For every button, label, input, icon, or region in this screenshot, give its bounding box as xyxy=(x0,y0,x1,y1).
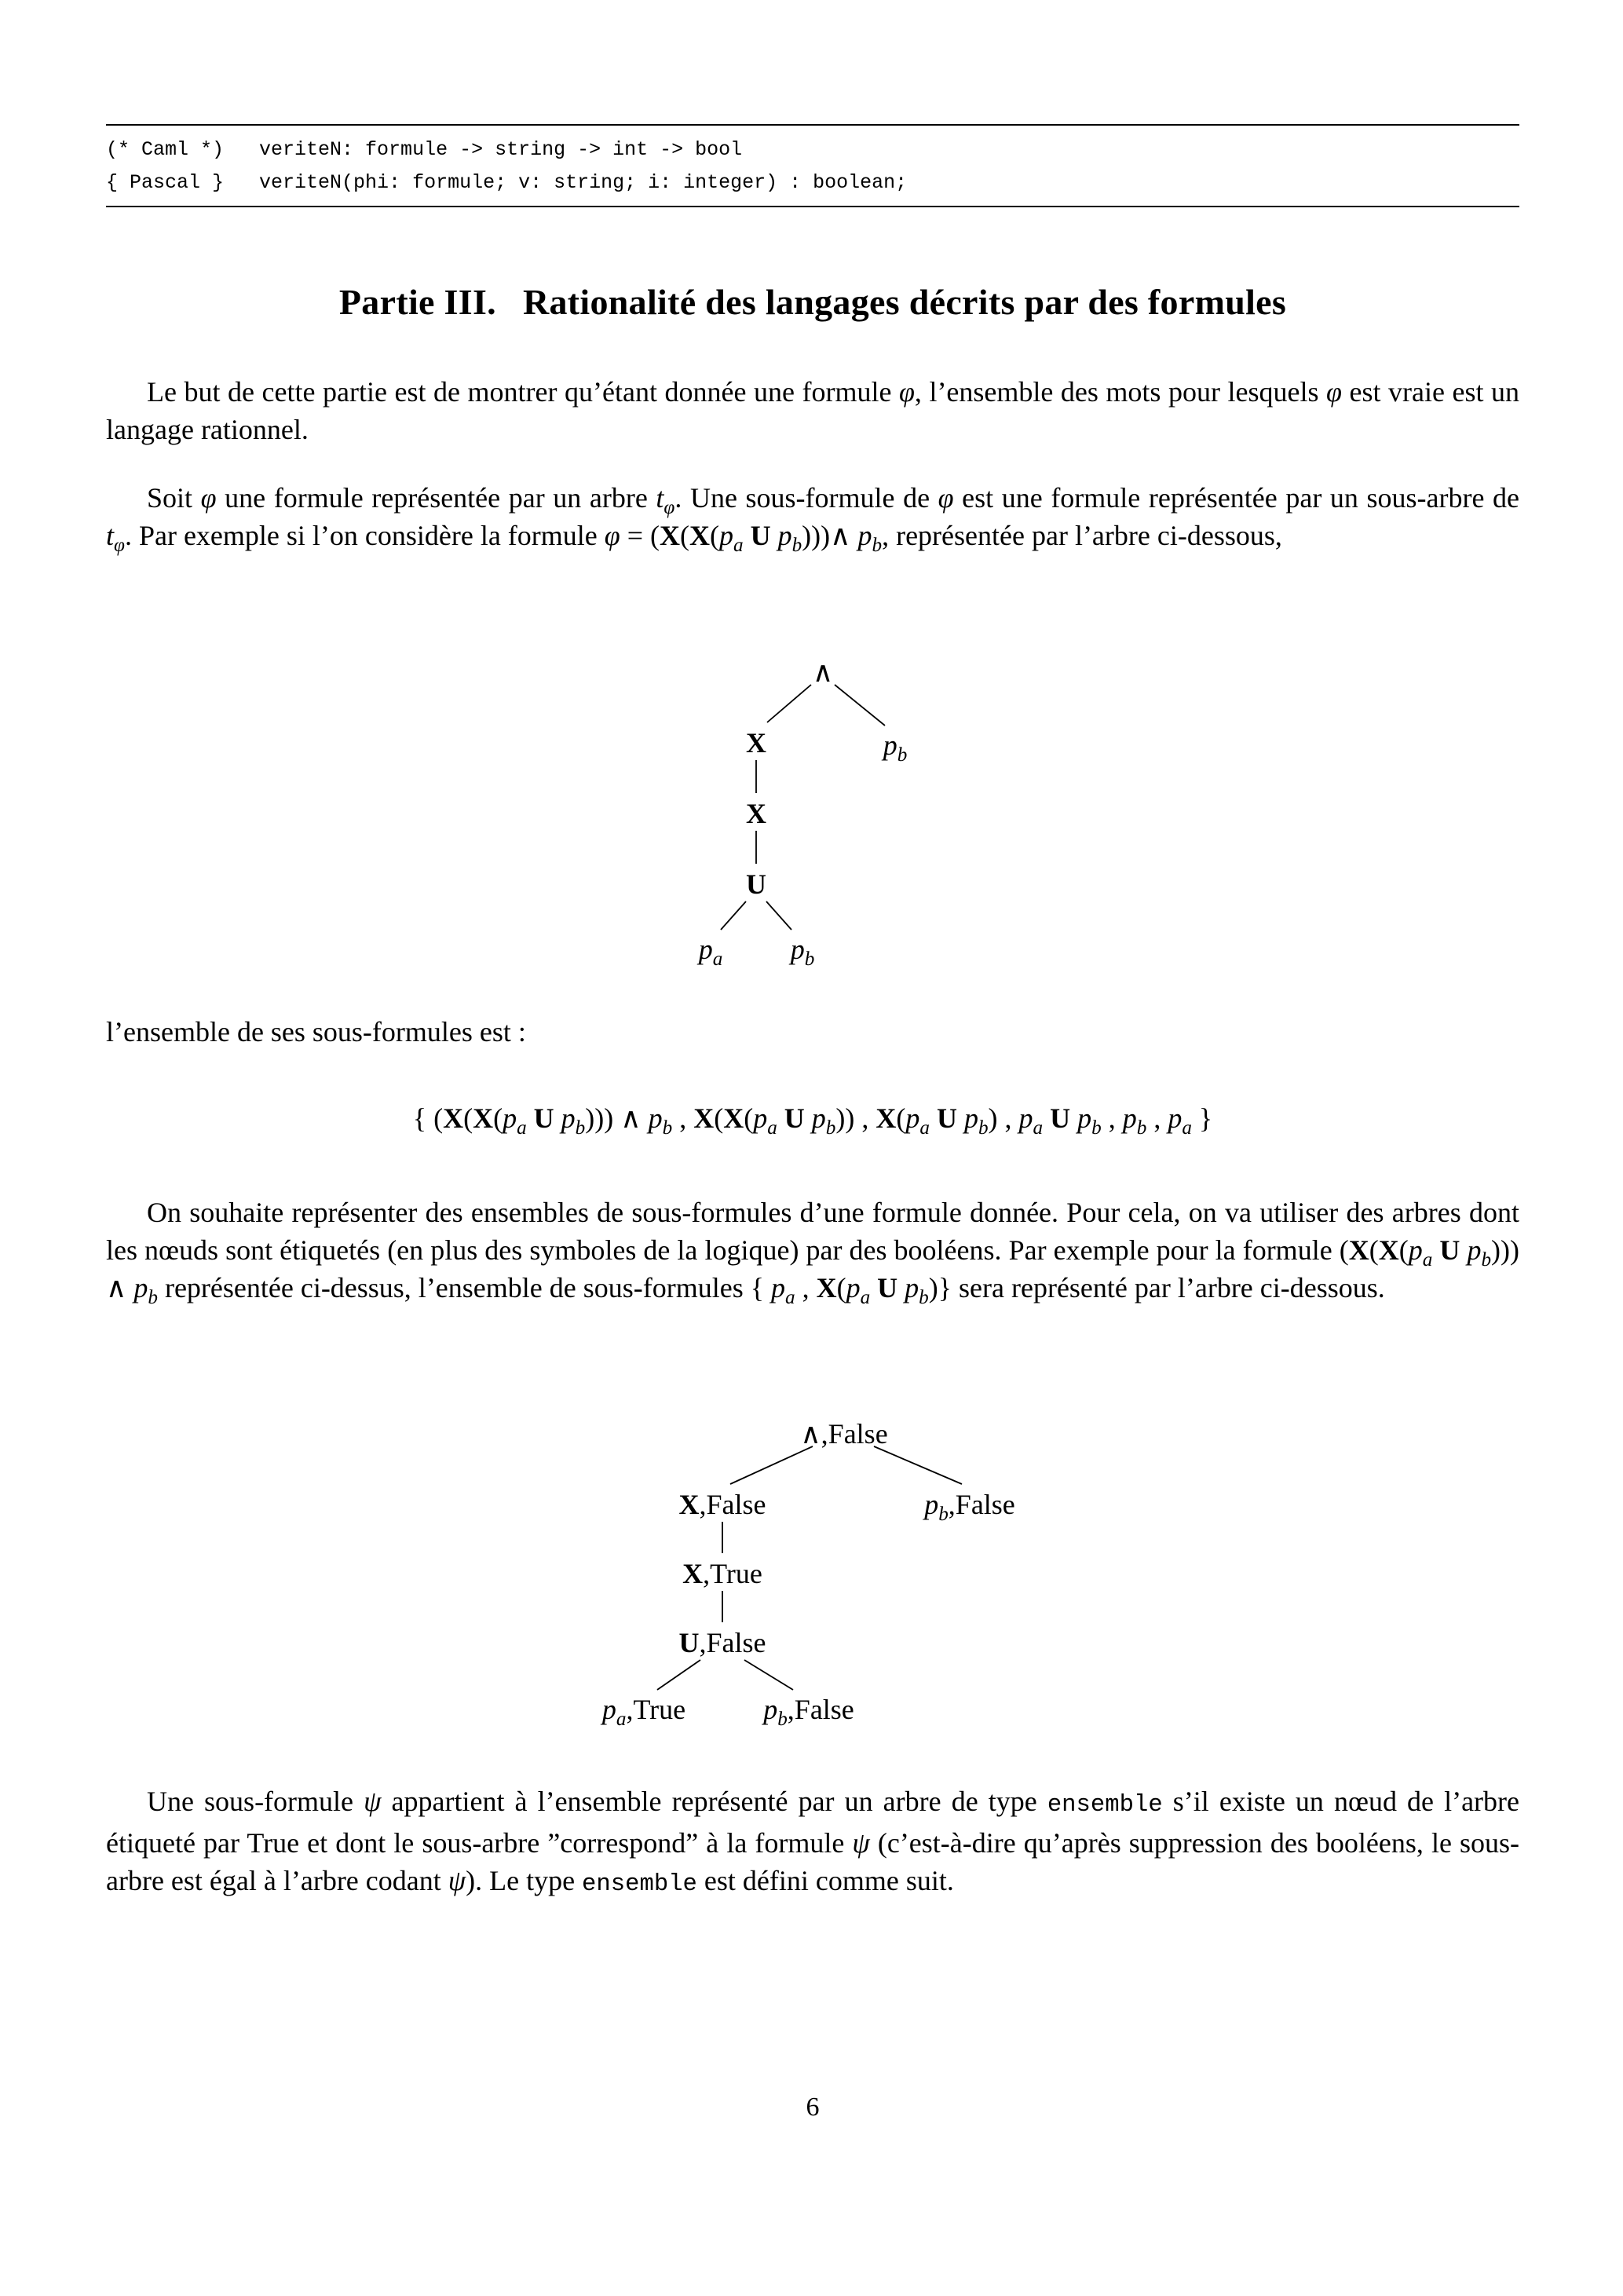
boolean-tree-edges xyxy=(106,1406,1519,1731)
page-number: 6 xyxy=(806,2093,820,2122)
paragraph-goal: Le but de cette partie est de montrer qu’étant donnée une formule φ, l’ensemble des mots pour lesquels φ est vraie est un langage rationnel. xyxy=(106,376,1519,445)
heading-part-title: Rationalité des langages décrits par des formules xyxy=(522,282,1287,322)
tree2-node-u-false: U,False xyxy=(678,1627,766,1658)
tree1-leaf-pa: $p_a$ xyxy=(698,934,723,971)
tree2-node-x-false: X,False xyxy=(678,1489,766,1520)
formula-tree-edges xyxy=(106,644,1519,970)
code-line-caml: (* Caml *) veriteN: formule -> string -> int -> bool xyxy=(106,138,743,161)
tree2-leaf-pa-true: $p_a,True$ xyxy=(601,1694,686,1731)
tree2-node-and-false: ∧,False xyxy=(800,1418,888,1450)
tree1-node-x-mid: X xyxy=(746,798,766,829)
paragraph-subformula-definition: Soit φ une formule représentée par un arbre $t_\varphi$. Une sous-formule de φ est une formule représentée par un sous-arbre de $t_\varphi$. Par exemple si l’on considère la formule $\varphi = (X(X(p_a$ U $p_b)))\wedge$ $p_b$, représentée par l’arbre ci-dessous, xyxy=(106,482,1520,557)
tree1-node-x-top: X xyxy=(746,727,766,759)
tree1-node-pb-right: $p_b$ xyxy=(883,729,908,766)
section-heading xyxy=(106,281,1519,323)
code-block-bottom-rule xyxy=(106,206,1519,207)
tree2-leaf-pb-false: $p_b,False$ xyxy=(763,1694,854,1731)
tree1-node-u: U xyxy=(746,868,766,900)
boolean-labelled-tree xyxy=(106,1406,1519,1731)
tree1-node-and: ∧ xyxy=(812,656,834,688)
paragraph-ensemble-membership: Une sous-formule ψ appartient à l’ensemble représenté par un arbre de type ensemble s’il existe un nœud de l’arbre étiqueté par True et dont le sous-arbre ”correspond” à la formule ψ (c’est-à-dire qu’après suppression des booléens, le sous-arbre est égal à l’arbre codant ψ). Le type ensemble est défini comme suit. xyxy=(106,1786,1520,1898)
tree2-node-pb-false-right: $p_b,False$ xyxy=(924,1489,1015,1526)
code-line-pascal: { Pascal } veriteN(phi: formule; v: string; i: integer) : boolean; xyxy=(106,171,908,194)
formula-tree xyxy=(106,644,1519,970)
subformulas-set: { ($X(X(p_a$ U $p_b$))) ∧ $p_b$ , $X(X(p_a$ U $p_b$)) , $X(p_a$ U $p_b$) , $p_a$ U $p_b$ , $p_b$ , $p_a$ } xyxy=(412,1102,1213,1139)
tree2-node-x-true: X,True xyxy=(682,1558,762,1589)
subformulas-intro: l’ensemble de ses sous-formules est : xyxy=(106,1016,526,1047)
code-block-top-rule xyxy=(106,124,1519,126)
paragraph-ensemble-representation: On souhaite représenter des ensembles de sous-formules d’une formule donnée. Pour cela, on va utiliser des arbres dont les nœuds sont étiquetés (en plus des symboles de la logique) par des booléens. Par exemple pour la formule ($X(X(p_a$ U $p_b$))) ∧ $p_b$ représentée ci-dessus, l’ensemble de sous-formules { $p_a$ , $X(p_a$ U $p_b$)} sera représenté par l’arbre ci-dessous. xyxy=(106,1197,1519,1309)
tree1-leaf-pb: $p_b$ xyxy=(790,934,815,971)
heading-part-number: Partie III. xyxy=(338,282,496,322)
